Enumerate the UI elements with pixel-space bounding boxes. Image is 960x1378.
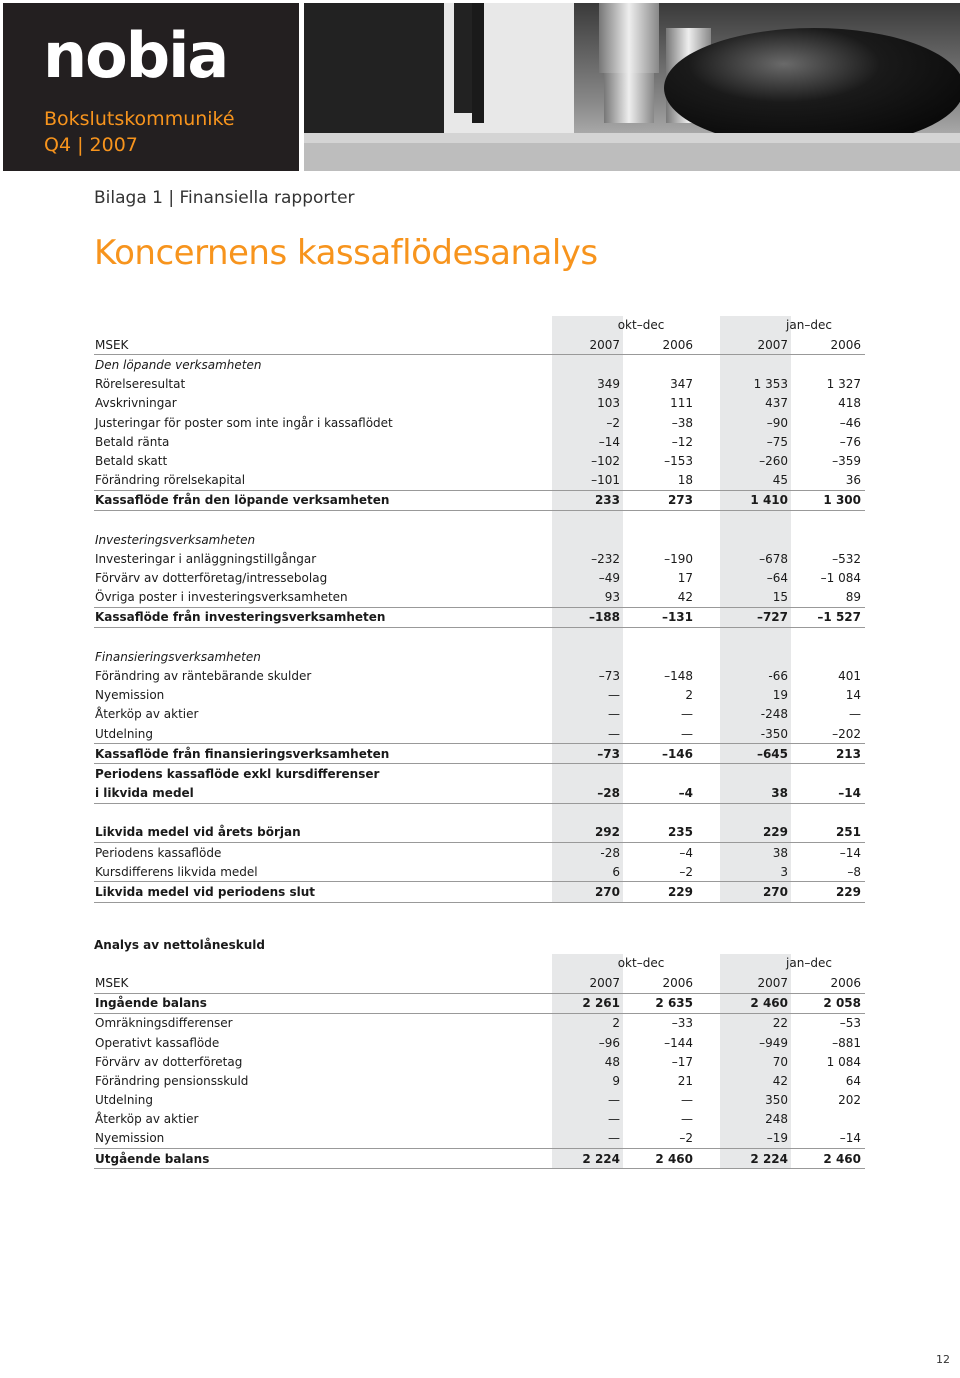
cell-value: –17 <box>671 1054 693 1069</box>
cell-value: 70 <box>772 1054 788 1069</box>
cell-value: 89 <box>845 590 861 605</box>
row-label: Investeringsverksamheten <box>95 532 256 547</box>
nobia-logo: nobia <box>43 19 228 92</box>
table-row <box>94 686 865 705</box>
column-header: 2006 <box>830 337 861 352</box>
cell-value: 251 <box>835 825 861 840</box>
cell-value: 64 <box>845 1073 861 1088</box>
table-row <box>94 394 865 413</box>
column-header: 2007 <box>757 975 788 990</box>
row-label: Återköp av aktier <box>95 707 199 722</box>
cell-value: 437 <box>765 396 788 411</box>
cell-value: 2 224 <box>582 1151 620 1166</box>
table-row <box>94 471 865 491</box>
cell-value: — <box>608 707 620 722</box>
cell-value: –14 <box>598 434 620 449</box>
cell-value: –678 <box>759 551 788 566</box>
cell-value: 229 <box>667 885 693 900</box>
cell-value: –64 <box>766 571 788 586</box>
cell-value: –190 <box>664 551 693 566</box>
cell-value: 229 <box>762 825 788 840</box>
table-row <box>94 764 865 783</box>
cell-value: 93 <box>604 590 620 605</box>
row-label: Återköp av aktier <box>95 1112 199 1127</box>
cell-value: –96 <box>598 1035 620 1050</box>
column-header: 2006 <box>662 975 693 990</box>
cell-value: –188 <box>588 610 620 625</box>
group-label: okt–dec <box>617 318 665 332</box>
cell-value: 19 <box>772 688 788 703</box>
table-body <box>94 994 865 1170</box>
row-label: Likvida medel vid årets början <box>95 825 301 840</box>
period-group-header <box>94 316 865 335</box>
cell-value: –76 <box>839 434 861 449</box>
table-row <box>94 413 865 432</box>
table-row <box>94 823 865 843</box>
cell-value: –144 <box>664 1035 693 1050</box>
table-row <box>94 1149 865 1169</box>
cell-value: 2 224 <box>750 1151 788 1166</box>
cell-value: –2 <box>679 1131 693 1146</box>
table-row <box>94 724 865 744</box>
cell-value: 202 <box>838 1093 861 1108</box>
net-debt-body <box>94 954 865 1169</box>
cell-value: 2 460 <box>750 996 788 1011</box>
table-row <box>94 843 865 862</box>
net-debt-table <box>94 935 865 1169</box>
column-header: 2007 <box>589 975 620 990</box>
cell-value: –102 <box>591 453 620 468</box>
table-row <box>94 1052 865 1071</box>
row-label: Kassaflöde från den löpande verksamheten <box>95 493 390 508</box>
cell-value: –19 <box>766 1131 788 1146</box>
table-row <box>94 994 865 1014</box>
table-row <box>94 647 865 666</box>
table-row <box>94 1071 865 1090</box>
cell-value: 273 <box>667 493 693 508</box>
group-label: jan–dec <box>786 318 832 332</box>
cell-value: 292 <box>594 825 620 840</box>
row-label: Utdelning <box>95 726 153 741</box>
row-label: Nyemission <box>95 688 165 703</box>
cell-value: –2 <box>606 415 620 430</box>
row-label: Övriga poster i investeringsverksamheten <box>95 590 348 605</box>
table-row <box>94 530 865 549</box>
cell-value: 36 <box>845 473 861 488</box>
row-label: Periodens kassaflöde exkl kursdifferenser <box>95 766 380 781</box>
cell-value: –46 <box>839 415 861 430</box>
row-label: Kursdifferens likvida medel <box>95 864 258 879</box>
cell-value: 45 <box>772 473 788 488</box>
table-row <box>94 882 865 902</box>
cell-value: — <box>608 1112 620 1127</box>
table-row <box>94 375 865 394</box>
section-subtitle: Bilaga 1 | Finansiella rapporter <box>94 188 355 208</box>
cell-value: 2 058 <box>823 996 861 1011</box>
cell-value: –727 <box>756 610 788 625</box>
row-label: Investeringar i anläggningstillgångar <box>95 551 317 566</box>
row-label: Betald skatt <box>95 453 168 468</box>
cell-value: –38 <box>671 415 693 430</box>
kitchen-photo <box>304 3 960 171</box>
table-header-row <box>94 335 865 355</box>
cell-value: 418 <box>838 396 861 411</box>
cell-value: –4 <box>679 845 693 860</box>
cell-value: — <box>608 1131 620 1146</box>
row-label: Förändring rörelsekapital <box>95 473 246 488</box>
cell-value: — <box>849 707 861 722</box>
row-label: Kassaflöde från finansieringsverksamheten <box>95 746 390 761</box>
cell-value: –1 527 <box>817 610 861 625</box>
cell-value: 18 <box>677 473 693 488</box>
group-label: okt–dec <box>617 956 665 971</box>
table-row <box>94 705 865 724</box>
cell-value: –2 <box>679 864 693 879</box>
column-header: 2006 <box>662 337 693 352</box>
cell-value: –131 <box>661 610 693 625</box>
cell-value: 22 <box>772 1016 788 1031</box>
column-header: 2007 <box>589 337 620 352</box>
cell-value: –53 <box>839 1016 861 1031</box>
cell-value: 21 <box>677 1073 693 1088</box>
table-row <box>94 451 865 470</box>
cell-value: –260 <box>759 453 788 468</box>
cell-value: 17 <box>677 571 693 586</box>
cell-value: 6 <box>612 864 620 879</box>
cell-value: -350 <box>760 726 788 741</box>
cell-value: –101 <box>591 473 620 488</box>
row-label: Nyemission <box>95 1131 165 1146</box>
cell-value: 2 261 <box>582 996 620 1011</box>
cell-value: –14 <box>838 786 861 801</box>
cell-value: –49 <box>598 571 620 586</box>
row-label: Förvärv av dotterföretag/intressebolag <box>95 571 328 586</box>
cell-value: 42 <box>677 590 693 605</box>
cell-value: –73 <box>598 668 620 683</box>
cell-value: –4 <box>678 786 693 801</box>
cell-value: 2 635 <box>655 996 693 1011</box>
cell-value: 235 <box>667 825 693 840</box>
table-row <box>94 862 865 882</box>
row-label: Finansieringsverksamheten <box>95 649 261 664</box>
cell-value: 213 <box>835 746 861 761</box>
cell-value: –14 <box>839 845 861 860</box>
row-label: Avskrivningar <box>95 396 177 411</box>
cell-value: — <box>681 707 693 722</box>
cell-value: –232 <box>591 551 620 566</box>
table-header-row <box>94 973 865 993</box>
row-label: Utdelning <box>95 1093 153 1108</box>
cell-value: 1 300 <box>823 493 861 508</box>
row-label: Rörelseresultat <box>95 377 186 392</box>
table-row <box>94 608 865 628</box>
cell-value: 42 <box>772 1073 788 1088</box>
cell-value: 2 460 <box>823 1151 861 1166</box>
table-row <box>94 1033 865 1052</box>
cell-value: — <box>681 726 693 741</box>
row-label: Kassaflöde från investeringsverksamheten <box>95 610 386 625</box>
cell-value: 229 <box>835 885 861 900</box>
cell-value: 3 <box>780 864 788 879</box>
cell-value: 111 <box>670 396 693 411</box>
unit-label: MSEK <box>95 975 129 990</box>
cell-value: –359 <box>832 453 861 468</box>
cell-value: –949 <box>759 1035 788 1050</box>
cash-flow-table <box>94 316 865 903</box>
cell-value: 248 <box>765 1112 788 1127</box>
cell-value: 38 <box>772 845 788 860</box>
cell-value: 38 <box>771 786 788 801</box>
cell-value: –33 <box>671 1016 693 1031</box>
net-debt-title: Analys av nettolåneskuld <box>94 937 265 952</box>
cell-value: –153 <box>664 453 693 468</box>
page-title: Koncernens kassaflödesanalys <box>94 233 598 273</box>
cell-value: 270 <box>594 885 620 900</box>
unit-label: MSEK <box>95 337 129 352</box>
cell-value: 350 <box>765 1093 788 1108</box>
table-row <box>94 1014 865 1033</box>
row-label: Förändring av räntebärande skulder <box>95 668 312 683</box>
row-label: Likvida medel vid periodens slut <box>95 885 316 900</box>
cell-value: –532 <box>832 551 861 566</box>
cell-value: 2 460 <box>655 1151 693 1166</box>
cell-value: –1 084 <box>820 571 861 586</box>
cell-value: 2 <box>685 688 693 703</box>
cell-value: — <box>681 1093 693 1108</box>
header-panel <box>3 3 299 171</box>
cell-value: 1 353 <box>753 377 788 392</box>
cell-value: –28 <box>597 786 620 801</box>
cell-value: 1 327 <box>826 377 861 392</box>
row-label: Justeringar för poster som inte ingår i kassaflödet <box>95 415 393 430</box>
row-label: Betald ränta <box>95 434 170 449</box>
cell-value: 233 <box>594 493 620 508</box>
group-label: jan–dec <box>786 956 832 971</box>
cell-value: –146 <box>661 746 693 761</box>
cell-value: –645 <box>756 746 788 761</box>
row-label: Den löpande verksamheten <box>95 357 262 372</box>
cell-value: 270 <box>762 885 788 900</box>
table-row <box>94 568 865 587</box>
cell-value: -28 <box>600 845 620 860</box>
table-row <box>94 549 865 568</box>
table-row <box>94 432 865 451</box>
document-title: Bokslutskommuniké <box>44 108 235 130</box>
table-row <box>94 744 865 764</box>
cell-value: — <box>608 1093 620 1108</box>
cell-value: 1 410 <box>750 493 788 508</box>
cell-value: — <box>608 726 620 741</box>
page-number: 12 <box>936 1353 950 1366</box>
cell-value: –148 <box>664 668 693 683</box>
cell-value: — <box>681 1112 693 1127</box>
cell-value: –90 <box>766 415 788 430</box>
table-row <box>94 784 865 804</box>
table-row <box>94 491 865 511</box>
cell-value: –202 <box>832 726 861 741</box>
cell-value: –14 <box>839 1131 861 1146</box>
table-row <box>94 1110 865 1129</box>
cell-value: 48 <box>604 1054 620 1069</box>
cell-value: 103 <box>597 396 620 411</box>
cell-value: -66 <box>768 668 788 683</box>
cell-value: –12 <box>671 434 693 449</box>
cell-value: 9 <box>612 1073 620 1088</box>
cell-value: 401 <box>838 668 861 683</box>
table-row <box>94 666 865 685</box>
row-label: Omräkningsdifferenser <box>95 1016 233 1031</box>
cell-value: 15 <box>772 590 788 605</box>
cell-value: –73 <box>597 746 620 761</box>
kitchen-photo-graphic <box>304 3 960 171</box>
column-header: 2007 <box>757 337 788 352</box>
cell-value: –8 <box>847 864 861 879</box>
cell-value: 347 <box>670 377 693 392</box>
cell-value: 14 <box>845 688 861 703</box>
cell-value: 1 084 <box>826 1054 861 1069</box>
row-label: Ingående balans <box>95 996 207 1011</box>
column-header: 2006 <box>830 975 861 990</box>
cell-value: –881 <box>832 1035 861 1050</box>
row-label: i likvida medel <box>95 786 194 801</box>
row-label: Periodens kassaflöde <box>95 845 222 860</box>
table-row <box>94 1129 865 1149</box>
row-label: Förvärv av dotterföretag <box>95 1054 243 1069</box>
cell-value: 2 <box>612 1016 620 1031</box>
table-row <box>94 588 865 608</box>
table-row <box>94 1091 865 1110</box>
row-label: Förändring pensionsskuld <box>95 1073 249 1088</box>
document-period: Q4 | 2007 <box>44 134 138 156</box>
row-label: Operativt kassaflöde <box>95 1035 220 1050</box>
row-label: Utgående balans <box>95 1151 210 1166</box>
cell-value: -248 <box>760 707 788 722</box>
table-row <box>94 355 865 374</box>
cell-value: — <box>608 688 620 703</box>
cell-value: –75 <box>766 434 788 449</box>
period-group-header <box>94 954 865 973</box>
cell-value: 349 <box>597 377 620 392</box>
